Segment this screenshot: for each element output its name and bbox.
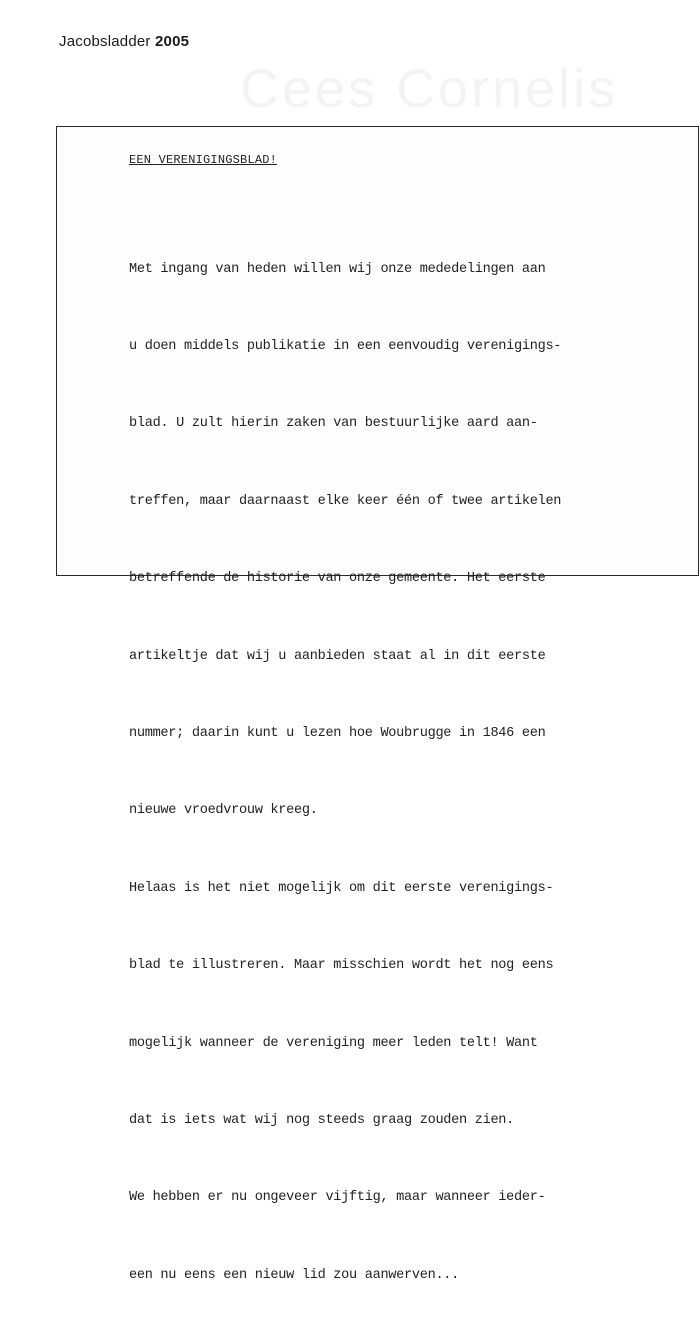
publication-title: Jacobsladder (59, 33, 151, 50)
body-line: een nu eens een nieuw lid zou aanwerven... (129, 1267, 460, 1283)
page-header (59, 33, 189, 50)
body-line: treffen, maar daarnaast elke keer één of twee artikelen (129, 493, 562, 509)
body-line: dat is iets wat wij nog steeds graag zouden zien. (129, 1112, 515, 1128)
body-line: Met ingang van heden willen wij onze mededelingen aan (129, 261, 546, 277)
body-line: nummer; daarin kunt u lezen hoe Woubrugge in 1846 een (129, 725, 546, 741)
scanned-typewritten-page (56, 126, 699, 1283)
body-line: betreffende de historie van onze gemeente. Het eerste (129, 571, 546, 587)
body-line: u doen middels publikatie in een eenvoudig verenigings- (129, 338, 562, 354)
body-line: nieuwe vroedvrouw kreeg. (129, 803, 318, 819)
document-title: EEN VERENIGINGSBLAD! (129, 153, 278, 167)
body-line: blad te illustreren. Maar misschien wordt het nog eens (129, 958, 554, 974)
publication-year: 2005 (155, 33, 190, 50)
watermark: Cees Cornelis (240, 59, 619, 119)
document-body (129, 205, 629, 1340)
body-line: We hebben er nu ongeveer vijftig, maar wanneer ieder- (129, 1190, 546, 1206)
body-line: blad. U zult hierin zaken van bestuurlijke aard aan- (129, 416, 538, 432)
body-line: artikeltje dat wij u aanbieden staat al in dit eerste (129, 648, 546, 664)
body-line: mogelijk wanneer de vereniging meer leden telt! Want (129, 1035, 538, 1051)
body-line: Helaas is het niet mogelijk om dit eerste verenigings- (129, 880, 554, 896)
